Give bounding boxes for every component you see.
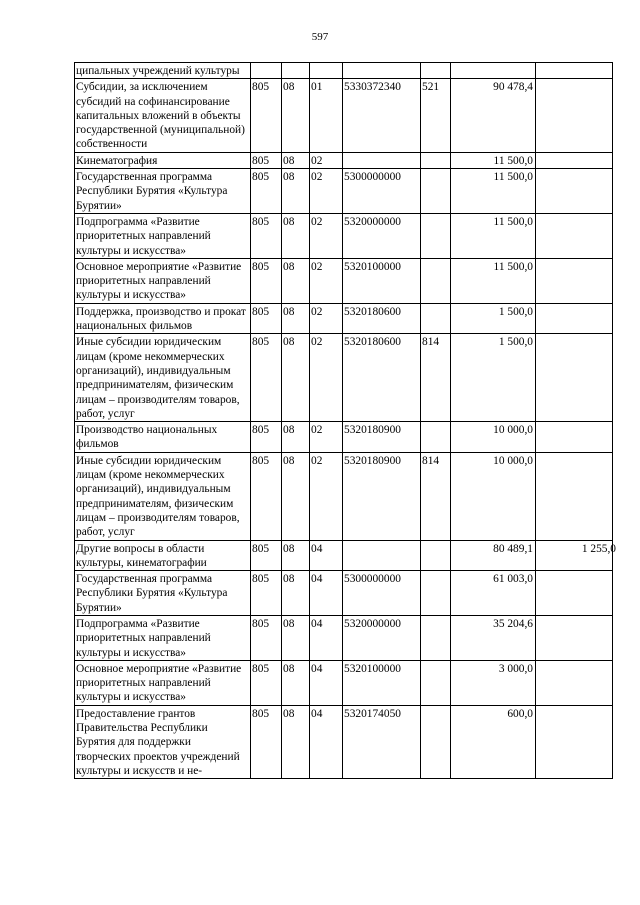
target-article-cell: 5320180900	[343, 422, 421, 453]
expense-type-cell	[421, 615, 451, 660]
table-row	[75, 334, 613, 422]
expense-type-cell	[421, 169, 451, 214]
extra-amount-cell	[536, 303, 613, 334]
subsection-code-cell: 02	[310, 169, 343, 214]
extra-amount-cell	[536, 422, 613, 453]
expense-type-cell	[421, 63, 451, 79]
target-article-cell: 5320180600	[343, 303, 421, 334]
expense-name-cell: Поддержка, производство и прокат национальных фильмов	[75, 303, 251, 334]
table-row	[75, 152, 613, 168]
target-article-cell	[343, 63, 421, 79]
section-code-cell: 08	[282, 169, 310, 214]
table-row	[75, 705, 613, 778]
extra-amount-value: 1 255,0	[581, 542, 616, 555]
extra-amount-cell	[536, 258, 613, 303]
table-row	[75, 571, 613, 616]
target-article-cell: 5320174050	[343, 705, 421, 778]
section-code-cell: 08	[282, 303, 310, 334]
amount-cell: 90 478,4	[451, 79, 536, 152]
target-article-cell: 5330372340	[343, 79, 421, 152]
ministry-code-cell: 805	[251, 334, 282, 422]
expense-name-cell: Субсидии, за исключением субсидий на софинансирование капитальных вложений в объекты государственной (муниципальной) собственности	[75, 79, 251, 152]
section-code-cell: 08	[282, 422, 310, 453]
ministry-code-cell: 805	[251, 79, 282, 152]
table-row	[75, 79, 613, 152]
subsection-code-cell: 04	[310, 705, 343, 778]
target-article-cell: 5300000000	[343, 571, 421, 616]
amount-cell: 10 000,0	[451, 452, 536, 540]
extra-amount-cell	[536, 615, 613, 660]
amount-cell: 11 500,0	[451, 258, 536, 303]
subsection-code-cell: 04	[310, 660, 343, 705]
ministry-code-cell: 805	[251, 705, 282, 778]
section-code-cell: 08	[282, 571, 310, 616]
extra-amount-cell	[536, 169, 613, 214]
ministry-code-cell: 805	[251, 303, 282, 334]
table-row	[75, 258, 613, 303]
amount-cell: 1 500,0	[451, 334, 536, 422]
extra-amount-cell	[536, 213, 613, 258]
expense-name-cell: Государственная программа Республики Бурятия «Культура Бурятии»	[75, 571, 251, 616]
subsection-code-cell: 02	[310, 303, 343, 334]
subsection-code-cell: 02	[310, 452, 343, 540]
expense-name-cell: Кинематография	[75, 152, 251, 168]
expense-type-cell	[421, 660, 451, 705]
extra-amount-cell	[536, 452, 613, 540]
target-article-cell	[343, 540, 421, 571]
extra-amount-cell	[536, 334, 613, 422]
budget-table	[74, 62, 616, 779]
extra-amount-cell	[536, 571, 613, 616]
section-code-cell: 08	[282, 213, 310, 258]
section-code-cell: 08	[282, 705, 310, 778]
table-row	[75, 169, 613, 214]
target-article-cell: 5320100000	[343, 258, 421, 303]
expense-type-cell	[421, 258, 451, 303]
ministry-code-cell	[251, 63, 282, 79]
ministry-code-cell: 805	[251, 660, 282, 705]
amount-cell: 1 500,0	[451, 303, 536, 334]
expense-type-cell: 521	[421, 79, 451, 152]
expense-type-cell	[421, 152, 451, 168]
expense-type-cell	[421, 705, 451, 778]
target-article-cell	[343, 152, 421, 168]
extra-amount-cell	[536, 705, 613, 778]
amount-cell	[451, 63, 536, 79]
budget-table-body	[75, 63, 616, 779]
subsection-code-cell: 01	[310, 79, 343, 152]
amount-cell: 11 500,0	[451, 213, 536, 258]
amount-cell: 11 500,0	[451, 152, 536, 168]
expense-name-cell: Подпрограмма «Развитие приоритетных направлений культуры и искусства»	[75, 213, 251, 258]
expense-name-cell: Производство национальных фильмов	[75, 422, 251, 453]
target-article-cell: 5300000000	[343, 169, 421, 214]
ministry-code-cell: 805	[251, 615, 282, 660]
expense-name-cell: Иные субсидии юридическим лицам (кроме некоммерческих организаций), индивидуальным предпринимателям, физическим лицам – производителям товаров, работ, услуг	[75, 334, 251, 422]
ministry-code-cell: 805	[251, 422, 282, 453]
extra-amount-cell	[536, 660, 613, 705]
target-article-cell: 5320180900	[343, 452, 421, 540]
table-row	[75, 660, 613, 705]
table-row	[75, 213, 613, 258]
extra-amount-cell	[536, 63, 613, 79]
subsection-code-cell: 02	[310, 213, 343, 258]
table-row	[75, 303, 613, 334]
extra-amount-cell	[536, 540, 616, 571]
expense-name-cell: Государственная программа Республики Бурятия «Культура Бурятии»	[75, 169, 251, 214]
expense-name-cell: Другие вопросы в области культуры, кинематографии	[75, 540, 251, 571]
expense-name-cell: Подпрограмма «Развитие приоритетных направлений культуры и искусства»	[75, 615, 251, 660]
table-row	[75, 422, 613, 453]
expense-type-cell	[421, 213, 451, 258]
section-code-cell: 08	[282, 540, 310, 571]
subsection-code-cell: 02	[310, 258, 343, 303]
expense-name-cell: Основное мероприятие «Развитие приоритетных направлений культуры и искусства»	[75, 660, 251, 705]
table-row	[75, 452, 613, 540]
ministry-code-cell: 805	[251, 258, 282, 303]
ministry-code-cell: 805	[251, 540, 282, 571]
ministry-code-cell: 805	[251, 169, 282, 214]
expense-type-cell	[421, 303, 451, 334]
subsection-code-cell: 02	[310, 152, 343, 168]
subsection-code-cell: 02	[310, 334, 343, 422]
expense-name-cell: ципальных учреждений культуры	[75, 63, 251, 79]
table-row	[75, 540, 613, 571]
target-article-cell: 5320000000	[343, 615, 421, 660]
section-code-cell: 08	[282, 615, 310, 660]
table-row	[75, 615, 613, 660]
subsection-code-cell	[310, 63, 343, 79]
amount-cell: 600,0	[451, 705, 536, 778]
subsection-code-cell: 02	[310, 422, 343, 453]
amount-cell: 3 000,0	[451, 660, 536, 705]
expense-name-cell: Предоставление грантов Правительства Республики Бурятия для поддержки творческих проектов учреждений культуры и искусств и не-	[75, 705, 251, 778]
amount-cell: 80 489,1	[451, 540, 536, 571]
section-code-cell: 08	[282, 258, 310, 303]
section-code-cell: 08	[282, 452, 310, 540]
amount-cell: 10 000,0	[451, 422, 536, 453]
table-row	[75, 63, 613, 79]
amount-cell: 11 500,0	[451, 169, 536, 214]
expense-type-cell: 814	[421, 452, 451, 540]
target-article-cell: 5320180600	[343, 334, 421, 422]
page-number: 597	[311, 31, 329, 43]
expense-type-cell	[421, 540, 451, 571]
ministry-code-cell: 805	[251, 571, 282, 616]
section-code-cell: 08	[282, 660, 310, 705]
expense-name-cell: Основное мероприятие «Развитие приоритетных направлений культуры и искусства»	[75, 258, 251, 303]
amount-cell: 35 204,6	[451, 615, 536, 660]
target-article-cell: 5320000000	[343, 213, 421, 258]
ministry-code-cell: 805	[251, 213, 282, 258]
target-article-cell: 5320100000	[343, 660, 421, 705]
subsection-code-cell: 04	[310, 540, 343, 571]
expense-name-cell: Иные субсидии юридическим лицам (кроме некоммерческих организаций), индивидуальным предпринимателям, физическим лицам – производителям товаров, работ, услуг	[75, 452, 251, 540]
extra-amount-cell	[536, 152, 613, 168]
section-code-cell: 08	[282, 334, 310, 422]
section-code-cell: 08	[282, 79, 310, 152]
subsection-code-cell: 04	[310, 615, 343, 660]
amount-cell: 61 003,0	[451, 571, 536, 616]
section-code-cell: 08	[282, 152, 310, 168]
expense-type-cell	[421, 422, 451, 453]
section-code-cell	[282, 63, 310, 79]
expense-type-cell: 814	[421, 334, 451, 422]
subsection-code-cell: 04	[310, 571, 343, 616]
ministry-code-cell: 805	[251, 452, 282, 540]
expense-type-cell	[421, 571, 451, 616]
ministry-code-cell: 805	[251, 152, 282, 168]
extra-amount-cell	[536, 79, 613, 152]
